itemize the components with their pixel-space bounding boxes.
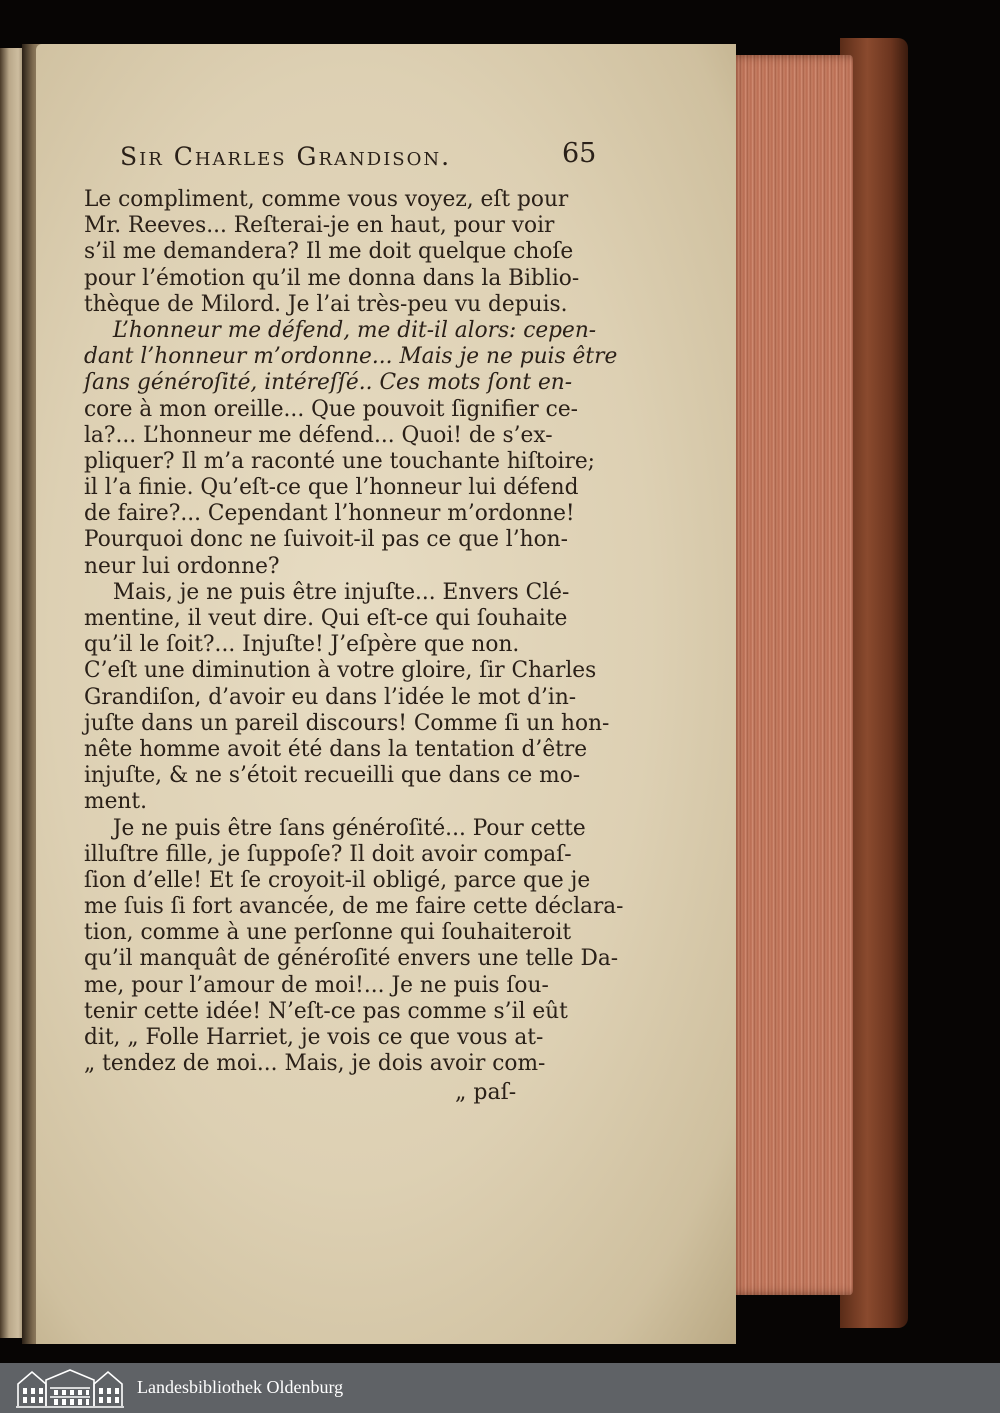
text-line: injuſte, & ne s’étoit recueilli que dans ce mo-	[84, 762, 581, 789]
text-line: mentine, il veut dire. Qui eſt-ce qui ſouhaite	[84, 605, 568, 631]
text-line: illuſtre fille, je ſuppoſe? Il doit avoir compaſ-	[84, 840, 572, 867]
text-line: Mr. Reeves... Reſterai-je en haut, pour voir	[84, 212, 555, 239]
text-line: tenir cette idée! N’eſt-ce pas comme s’il eût	[84, 997, 568, 1024]
text-line: s’il me demandera? Il me doit quelque choſe	[84, 238, 574, 265]
text-line: core à mon oreille... Que pouvoit ſignifier ce-	[84, 395, 579, 422]
text-line: dant l’honneur m’ordonne... Mais je ne puis être	[84, 343, 618, 370]
text-line: pour l’émotion qu’il me donna dans la Biblio-	[84, 264, 580, 291]
body-text	[84, 186, 644, 1076]
text-line: juſte dans un pareil discours! Comme ſi un hon-	[84, 709, 610, 736]
text-line: il l’a finie. Qu’eſt-ce que l’honneur lui défend	[84, 474, 579, 501]
text-line: me ſuis ſi fort avancée, de me faire cette déclara-	[84, 893, 624, 920]
text-line: qu’il manquât de généroſité envers une telle Da-	[84, 945, 619, 972]
catchword: „ paſ-	[455, 1080, 517, 1105]
page-fore-edge	[728, 55, 853, 1295]
text-line: me, pour l’amour de moi!... Je ne puis ſou-	[84, 971, 549, 998]
text-line: Grandiſon, d’avoir eu dans l’idée le mot d’in-	[84, 683, 577, 710]
running-title: Sir Charles Grandison.	[120, 142, 452, 171]
text-line: pliquer? Il m’a raconté une touchante hiſtoire;	[84, 447, 595, 474]
page-text-block	[84, 138, 644, 1077]
library-name: Landesbibliothek Oldenburg	[137, 1377, 344, 1397]
text-line: ſans généroſité, intéreſſé.. Ces mots ſont en-	[84, 369, 573, 396]
text-line: dit, „ Folle Harriet, je vois ce que vous at-	[84, 1024, 544, 1050]
text-line: de faire?... Cependant l’honneur m’ordonne!	[84, 500, 575, 527]
text-line: nête homme avoit été dans la tentation d’être	[84, 735, 588, 762]
text-line: Je ne puis être ſans généroſité... Pour cette	[112, 814, 586, 841]
text-line: L’honneur me défend, me dit-il alors: cepen-	[112, 316, 597, 343]
text-line: la?... L’honneur me défend... Quoi! de s’ex-	[84, 421, 553, 448]
text-line: „ tendez de moi... Mais, je dois avoir com-	[84, 1050, 546, 1077]
text-line: thèque de Milord. Je l’ai très-peu vu depuis.	[84, 290, 568, 317]
text-line: C’eſt une diminution à votre gloire, ſir Charles	[84, 657, 597, 684]
text-line: ſion d’elle! Et ſe croyoit-il obligé, parce que je	[84, 866, 591, 893]
running-head	[84, 138, 644, 186]
footer-bar	[0, 1363, 1000, 1413]
text-line: Mais, je ne puis être injuſte... Envers Clé-	[112, 578, 570, 605]
library-building-icon	[14, 1366, 126, 1410]
text-line: Le compliment, comme vous voyez, eſt pour	[84, 186, 569, 212]
text-line: neur lui ordonne?	[84, 552, 280, 579]
text-line: qu’il le ſoit?... Injuſte! J’eſpère que non.	[84, 631, 520, 658]
text-line: tion, comme à une perſonne qui ſouhaiteroit	[84, 919, 572, 946]
text-line: ment.	[84, 788, 147, 815]
text-line: Pourquoi donc ne ſuivoit-il pas ce que l’hon-	[84, 526, 568, 553]
page-number: 65	[562, 138, 597, 169]
